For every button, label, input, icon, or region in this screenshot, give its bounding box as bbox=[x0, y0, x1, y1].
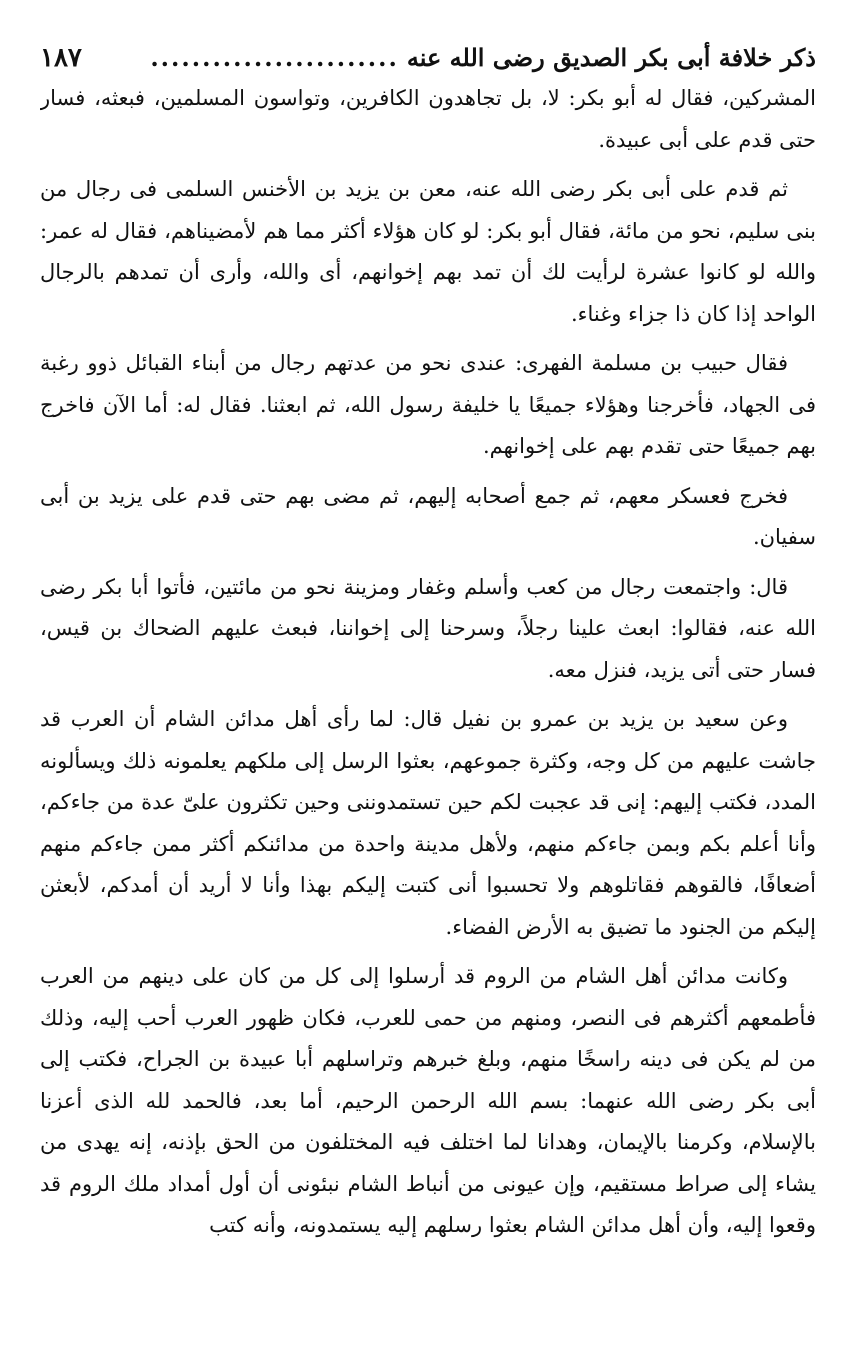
paragraph: وعن سعيد بن يزيد بن عمرو بن نفيل قال: لما رأى أهل مدائن الشام أن العرب قد جاشت عليهم من كل وجه، وكثرة جموعهم، بعثوا الرسل إلى ملكهم يعلمونه ذلك ويسألونه المدد، فكتب إليهم: إنى قد عجبت لكم حين تستمدوننى وحين تكثرون علىّ عدة من جاءكم، وأنا أعلم بكم وبمن جاءكم منهم، ولأهل مدينة واحدة من مدائنكم أكثر ممن جاءكم منهم أضعافًا، فالقوهم فقاتلوهم ولا تحسبوا أنى كتبت إليكم بهذا وأنا لا أريد أن أمدكم، لأبعثن إليكم من الجنود ما تضيق به الأرض الفضاء. bbox=[40, 707, 816, 939]
paragraph: فخرج فعسكر معهم، ثم جمع أصحابه إليهم، ثم مضى بهم حتى قدم على يزيد بن أبى سفيان. bbox=[40, 483, 816, 549]
paragraph: ثم قدم على أبى بكر رضى الله عنه، معن بن يزيد بن الأخنس السلمى فى رجال من بنى سليم، نحو من مائة، فقال أبو بكر: لو كان هؤلاء أكثر مما هم لأمضيناهم، فقال له عمر: والله لو كانوا عشرة لرأيت لك أن تمد بهم إخوانهم، أى والله، وأرى أن تمدهم بالرجال الواحد إذا كان ذا جزاء وغناء. bbox=[40, 177, 816, 326]
book-page bbox=[40, 40, 816, 1340]
body-text bbox=[40, 78, 816, 1247]
running-header bbox=[40, 40, 816, 80]
chapter-title: ذكر خلافة أبى بكر الصديق رضى الله عنه bbox=[406, 43, 816, 72]
page-number: ١٨٧ bbox=[40, 43, 82, 73]
paragraph: المشركين، فقال له أبو بكر: لا، بل تجاهدون الكافرين، وتواسون المسلمين، فبعثه، فسار حتى قدم على أبى عبيدة. bbox=[40, 86, 816, 152]
paragraph: وكانت مدائن أهل الشام من الروم قد أرسلوا إلى كل من كان على دينهم من العرب فأطمعهم أكثرهم فى النصر، ومنهم من حمى للعرب، فكان ظهور العرب أحب إليه، وذلك من لم يكن فى دينه راسخًا منهم، وبلغ خبرهم وتراسلهم أبا عبيدة بن الجراح، فكتب إلى أبى بكر رضى الله عنهما: بسم الله الرحمن الرحيم، أما بعد، فالحمد لله الذى أعزنا بالإسلام، وكرمنا بالإيمان، وهدانا لما اختلف فيه المختلفون من الحق بإذنه، إنه يهدى من يشاء إلى صراط مستقيم، وإن عيونى من أنباط الشام نبئونى أن أول أمداد ملك الروم قد وقعوا إليه، وأن أهل مدائن الشام بعثوا رسلهم إليه يستمدونه، وأنه كتب bbox=[40, 964, 816, 1237]
paragraph: فقال حبيب بن مسلمة الفهرى: عندى نحو من عدتهم رجال من أبناء القبائل ذوو رغبة فى الجهاد، فأخرجنا وهؤلاء جميعًا يا خليفة رسول الله، ثم ابعثنا. فقال له: أما الآن فاخرج بهم جميعًا حتى تقدم بهم على إخوانهم. bbox=[40, 351, 816, 458]
paragraph: قال: واجتمعت رجال من كعب وأسلم وغفار ومزينة نحو من مائتين، فأتوا أبا بكر رضى الله عنه، فقالوا: ابعث علينا رجلاً، وسرحنا إلى إخواننا، فبعث عليهم الضحاك بن قيس، فسار حتى أتى يزيد، فنزل معه. bbox=[40, 574, 816, 682]
leader-dots: ........................ bbox=[150, 43, 399, 72]
